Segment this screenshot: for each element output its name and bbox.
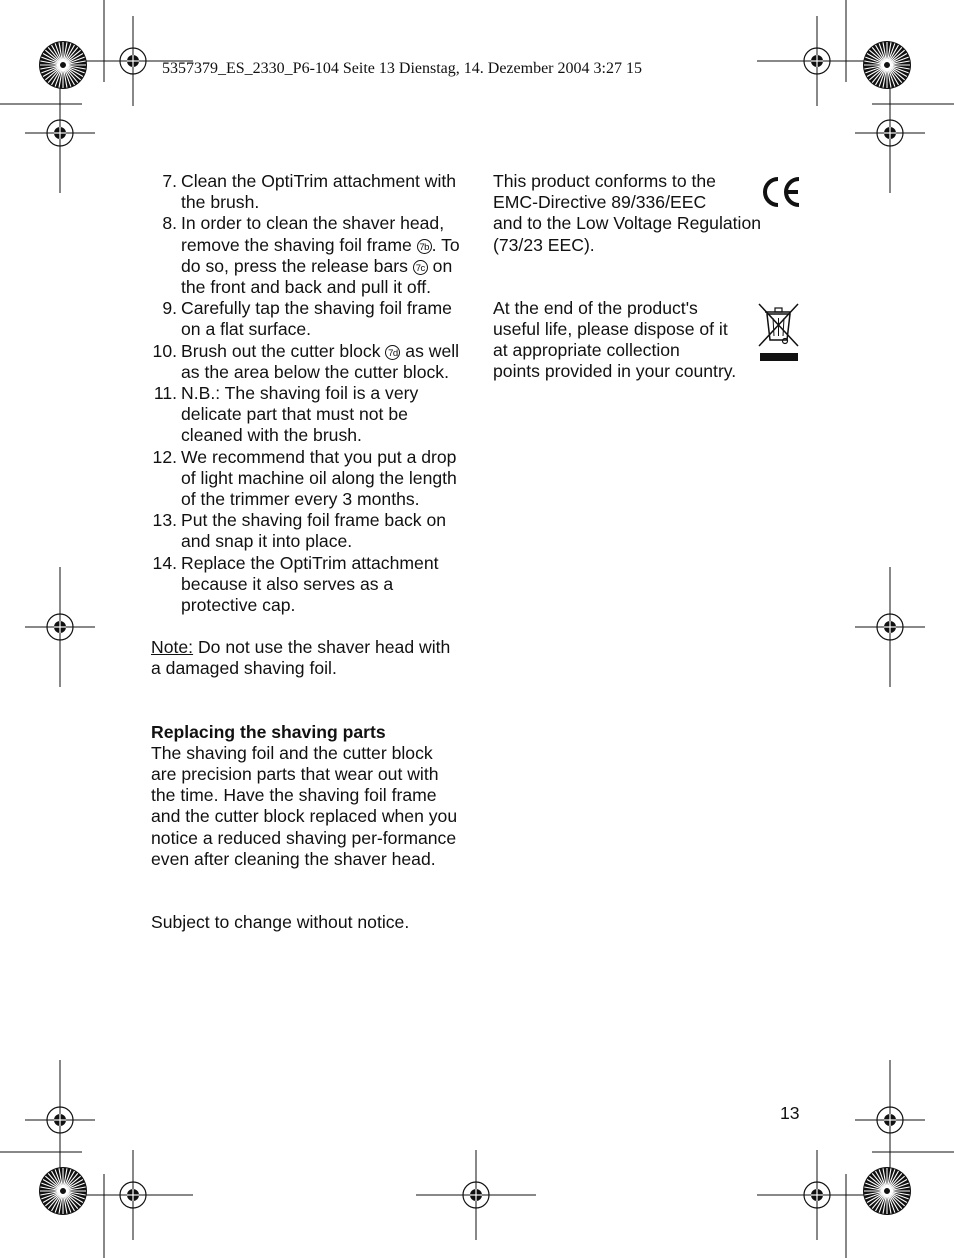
registration-mark-icon [855, 567, 925, 687]
registration-mark-icon [855, 73, 925, 193]
step-number: 10. [152, 340, 177, 361]
figure-ref-7b: 7b [417, 239, 432, 254]
color-rosette-icon [38, 40, 88, 90]
step-text: We recommend that you put a drop of light machine oil along the length of the trimmer every 3 months. [181, 446, 457, 510]
registration-mark-icon [25, 567, 95, 687]
step-number: 9. [162, 298, 177, 319]
step-text: Clean the OptiTrim attachment with the brush. [181, 171, 457, 213]
step-text: on the front and back and pull it off. [181, 255, 453, 298]
registration-mark-icon [757, 1150, 877, 1240]
registration-mark-icon [73, 1150, 193, 1240]
step-text: Put the shaving foil frame back on and snap it into place. [181, 510, 447, 552]
step-text: In order to clean the shaver head, remove the shaving foil frame [181, 213, 445, 255]
step-text: . To do so, press the release bars [181, 234, 460, 276]
step-text: Replace the OptiTrim attachment because it also serves as a protective cap. [181, 552, 439, 616]
section-body: The shaving foil and the cutter block are precision parts that wear out with the time. Have the shaving foil frame and the cutter block replaced when you notice a reduced shaving per-formance even after cleaning the shaver head. [151, 742, 458, 869]
note-label: Note: [151, 637, 194, 658]
figure-ref-7d: 7d [385, 345, 400, 360]
step-text: Brush out the cutter block [181, 340, 386, 361]
disposal-text: points provided in your country. [493, 361, 737, 382]
disclaimer-text: Subject to change without notice. [151, 912, 410, 933]
page-number: 13 [780, 1103, 800, 1123]
disposal-text: At the end of the product's useful life, please dispose of it at appropriate collection [493, 297, 728, 361]
section-heading: Replacing the shaving parts [151, 721, 386, 742]
step-number: 12. [152, 446, 177, 467]
color-rosette-icon [862, 1166, 912, 1216]
step-number: 13. [152, 510, 177, 531]
step-number: 8. [162, 213, 177, 234]
registration-mark-icon [25, 73, 95, 193]
registration-mark-icon [757, 16, 877, 106]
step-number: 11. [153, 383, 177, 404]
registration-mark-icon [73, 16, 193, 106]
color-rosette-icon [862, 40, 912, 90]
registration-mark-icon [855, 1060, 925, 1180]
color-rosette-icon [38, 1166, 88, 1216]
step-number: 7. [162, 171, 177, 191]
note-text: Do not use the shaver head with a damaged shaving foil. [151, 637, 451, 679]
step-text: as well as the area below the cutter block. [181, 340, 460, 382]
step-number: 14. [152, 552, 177, 573]
ce-text: and to the Low Voltage Regulation (73/23 EEC). [493, 213, 762, 255]
ce-text: This product conforms to the EMC-Directive 89/336/EEC [493, 171, 716, 213]
registration-mark-icon [25, 1060, 95, 1180]
step-text: Carefully tap the shaving foil frame on a flat surface. [181, 298, 452, 340]
print-header: 5357379_ES_2330_P6-104 Seite 13 Dienstag, 14. Dezember 2004 3:27 15 [162, 60, 642, 77]
step-text: N.B.: The shaving foil is a very delicate part that must not be cleaned with the brush. [181, 383, 419, 446]
figure-ref-7c: 7c [413, 260, 428, 275]
registration-mark-icon [416, 1150, 536, 1240]
